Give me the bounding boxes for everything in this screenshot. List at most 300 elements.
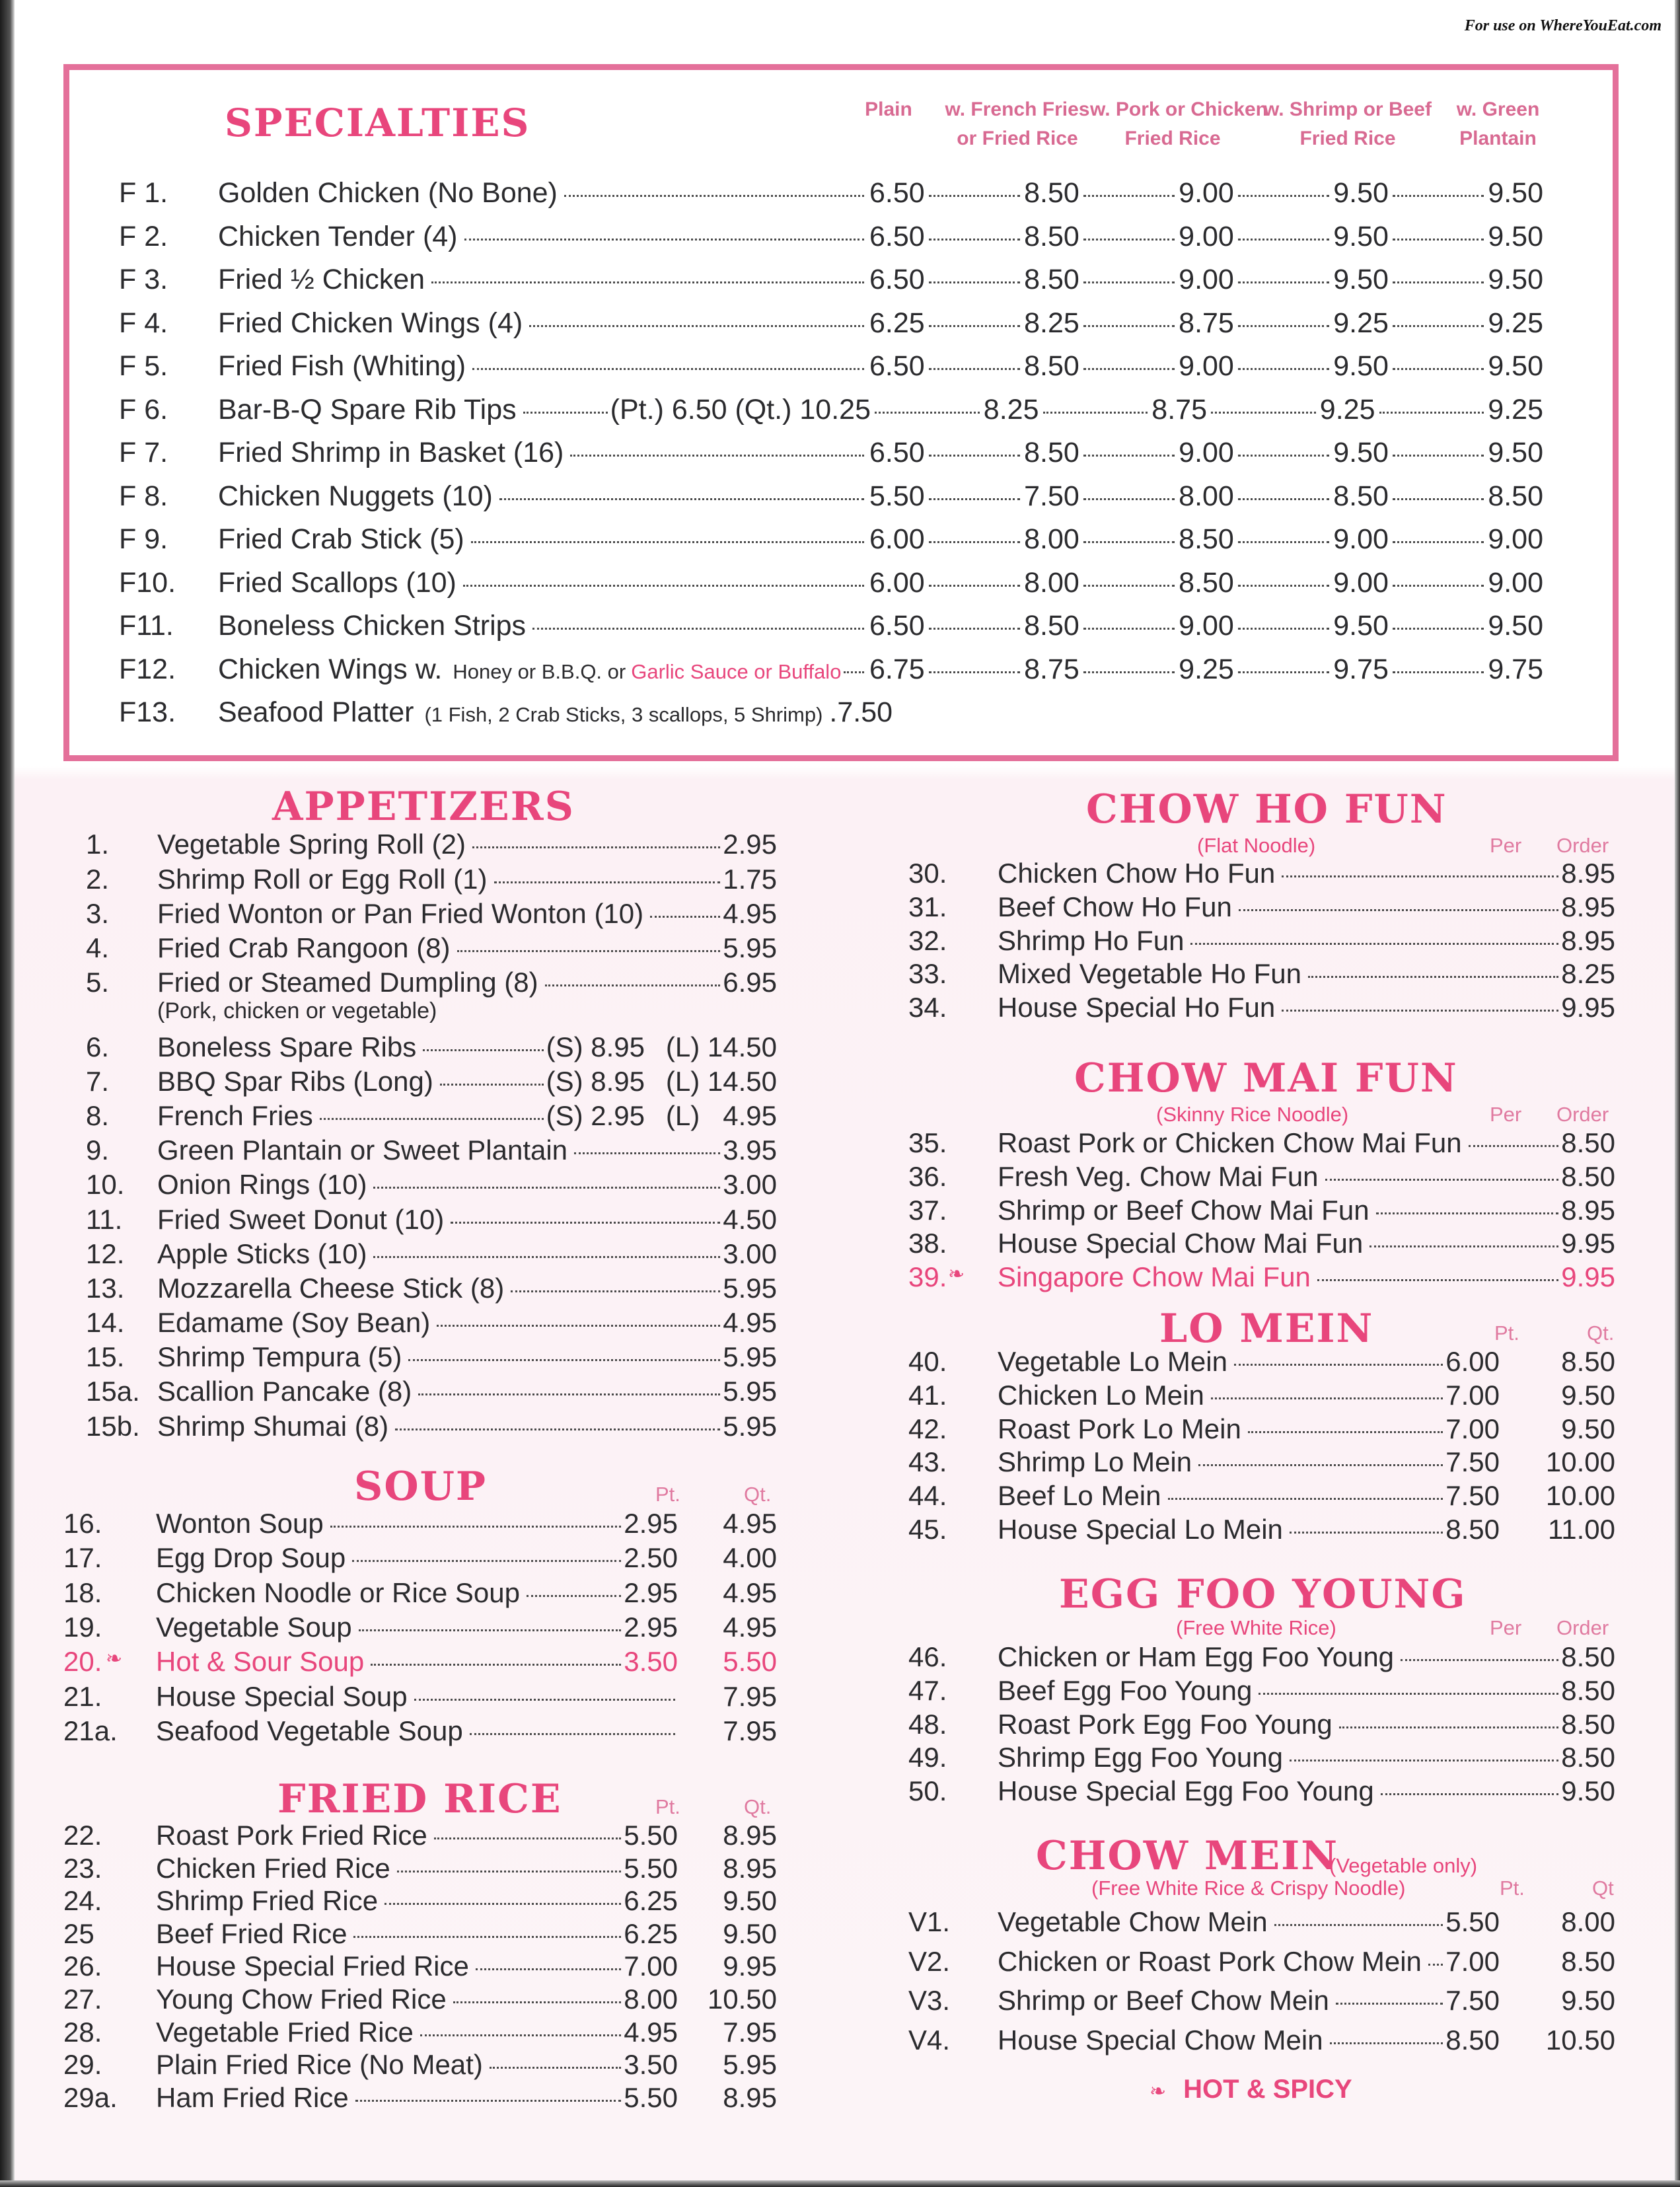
item-name: Young Chow Fried Rice xyxy=(156,1983,447,2015)
dot-leader xyxy=(1238,628,1329,630)
chow-mein-subtitle: (Free White Rice & Crispy Noodle) xyxy=(1091,1876,1406,1900)
dot-leader xyxy=(420,2034,621,2036)
item-number: 15b. xyxy=(86,1411,140,1442)
dot-leader xyxy=(1393,585,1484,587)
item-name: Beef Egg Foo Young xyxy=(998,1675,1253,1706)
item-number: 36. xyxy=(908,1161,947,1192)
menu-item-row xyxy=(908,1228,1615,1261)
item-number: 5. xyxy=(86,967,110,998)
price-plain: 6.25 xyxy=(869,307,925,339)
item-name: Shrimp or Beef Chow Mein xyxy=(998,1985,1329,2016)
item-price: 1.75 xyxy=(723,864,777,895)
price-shrimp-beef-rice: 9.00 xyxy=(1333,567,1389,599)
price-fries-rice: 8.50 xyxy=(1024,610,1079,642)
menu-item-row xyxy=(63,1411,777,1445)
price-plain: 6.50 xyxy=(869,177,925,209)
dot-leader xyxy=(1238,455,1329,457)
dot-leader xyxy=(929,628,1020,630)
price-shrimp-beef-rice: 9.50 xyxy=(1333,264,1389,295)
item-price-small: 7.00 xyxy=(1445,1413,1500,1444)
specialty-row xyxy=(119,221,867,262)
menu-item-row xyxy=(63,1612,777,1646)
item-name: Beef Chow Ho Fun xyxy=(998,891,1232,922)
item-price: 8.95 xyxy=(1561,925,1615,956)
item-price-large: (L) 14.50 xyxy=(665,1066,777,1097)
item-number: 22. xyxy=(63,1820,102,1851)
menu-item-row xyxy=(63,1134,777,1169)
menu-item-row xyxy=(63,1983,777,2018)
dot-leader xyxy=(545,984,721,986)
dot-leader xyxy=(1238,368,1329,370)
scan-edge-left xyxy=(0,0,15,2187)
item-number: 49. xyxy=(908,1742,947,1773)
item-name: Ham Fried Rice xyxy=(156,2082,349,2113)
price-pork-chicken-rice: 8.50 xyxy=(1179,567,1234,599)
menu-item-row xyxy=(908,1380,1615,1413)
chow-mai-fun-title: CHOW MAI FUN xyxy=(1074,1055,1458,1101)
item-number: 15a. xyxy=(86,1376,140,1407)
dot-leader xyxy=(1083,195,1175,197)
item-name: Wonton Soup xyxy=(156,1508,324,1539)
item-price-large: 7.95 xyxy=(723,1681,777,1712)
item-number: 39. xyxy=(908,1261,947,1292)
item-number: 16. xyxy=(63,1508,102,1539)
item-name: Fried Shrimp in Basket (16) xyxy=(218,437,564,468)
item-name: Onion Rings (10) xyxy=(157,1169,367,1200)
price-row xyxy=(869,653,1543,686)
chow-ho-fun-subtitle: (Flat Noodle) xyxy=(1197,834,1316,857)
menu-item-row xyxy=(63,1100,777,1134)
dot-leader xyxy=(437,1325,720,1327)
dot-leader xyxy=(1393,239,1484,241)
item-name: Egg Drop Soup xyxy=(156,1542,346,1573)
dot-leader xyxy=(1379,412,1484,414)
hot-spicy-legend xyxy=(1148,2075,1352,2104)
dot-leader xyxy=(1083,628,1175,630)
column-header-line1: w. Green xyxy=(1456,98,1540,120)
menu-item-row xyxy=(908,1261,1615,1295)
dot-leader xyxy=(564,195,864,197)
item-name: Chicken or Ham Egg Foo Young xyxy=(998,1641,1395,1672)
item-price-large: (L) 4.95 xyxy=(665,1100,777,1131)
item-price-large: 9.50 xyxy=(1561,1380,1615,1411)
price-green-plantain: 9.00 xyxy=(1488,523,1544,555)
dot-leader xyxy=(1190,943,1558,945)
item-number: 32. xyxy=(908,925,947,956)
column-label-2: Qt. xyxy=(744,1795,772,1818)
item-number: 21a. xyxy=(63,1715,118,1746)
egg-foo-young-title: EGG FOO YOUNG xyxy=(1059,1571,1467,1617)
dot-leader xyxy=(1211,412,1316,414)
item-price-small: 5.50 xyxy=(624,1853,678,1884)
item-price: 3.95 xyxy=(723,1134,777,1166)
price-fries-rice: 8.50 xyxy=(1024,350,1079,382)
menu-item-row xyxy=(908,1413,1615,1447)
item-price-large: 4.95 xyxy=(723,1577,777,1608)
item-name: Shrimp Egg Foo Young xyxy=(998,1742,1283,1773)
item-number: 7. xyxy=(86,1066,110,1097)
item-name: Boneless Spare Ribs xyxy=(157,1031,417,1062)
item-number: F 6. xyxy=(119,394,168,426)
item-price-small: 7.50 xyxy=(1445,1480,1500,1511)
item-name: Chicken Tender (4) xyxy=(218,221,458,252)
item-number: F13. xyxy=(119,696,176,728)
item-price-large: 7.95 xyxy=(723,1715,777,1746)
dot-leader xyxy=(1238,498,1329,500)
item-price-large: 9.50 xyxy=(1561,1985,1615,2016)
item-number: 14. xyxy=(86,1307,125,1338)
column-header-line2: Plantain xyxy=(1459,128,1537,149)
item-price-small: 5.50 xyxy=(1445,1906,1500,1937)
item-price-small: 2.95 xyxy=(624,1508,678,1539)
menu-item-row xyxy=(908,992,1615,1025)
column-label-1: Per xyxy=(1490,834,1522,857)
price-shrimp-beef-rice: 9.00 xyxy=(1333,523,1389,555)
specialty-row xyxy=(119,610,867,651)
item-number: 12. xyxy=(86,1238,125,1269)
dot-leader xyxy=(929,368,1020,370)
item-name: House Special Ho Fun xyxy=(998,992,1276,1023)
column-header xyxy=(1259,95,1437,153)
item-name: Shrimp Tempura (5) xyxy=(157,1341,402,1372)
item-price-large: 10.00 xyxy=(1545,1446,1615,1477)
item-price-large: 8.95 xyxy=(723,2082,777,2113)
item-price: (S) 2.95 xyxy=(546,1100,645,1131)
chow-mein-title-note: (Vegetable only) xyxy=(1329,1854,1478,1877)
dot-leader xyxy=(499,498,864,500)
item-number: 37. xyxy=(908,1195,947,1226)
menu-item-row xyxy=(908,2024,1615,2058)
item-number: 46. xyxy=(908,1641,947,1672)
dot-leader xyxy=(574,1152,720,1154)
item-number: 17. xyxy=(63,1542,102,1573)
item-price-small: 8.50 xyxy=(1445,1514,1500,1545)
price-plain: 5.50 xyxy=(869,480,925,512)
dot-leader xyxy=(650,916,720,918)
item-price-small: 3.50 xyxy=(624,2049,678,2080)
dot-leader xyxy=(472,846,720,848)
menu-item-row xyxy=(63,1820,777,1854)
item-price: 6.95 xyxy=(723,967,777,998)
dot-leader xyxy=(527,1595,621,1597)
menu-item-row xyxy=(908,958,1615,992)
item-number: 47. xyxy=(908,1675,947,1706)
item-detail: Honey or B.B.Q. or xyxy=(453,660,626,683)
menu-item-row xyxy=(63,829,777,863)
item-number: 8. xyxy=(86,1100,110,1131)
dot-leader xyxy=(511,1290,720,1292)
item-price: 5.95 xyxy=(723,1411,777,1442)
dot-leader xyxy=(570,455,864,457)
item-number: 38. xyxy=(908,1228,947,1259)
price-fries-rice: 8.50 xyxy=(1024,264,1079,295)
column-header-line1: w. Pork or Chicken xyxy=(1090,98,1268,120)
price-fries-rice: 8.00 xyxy=(1024,567,1079,599)
column-header-line1: w. French Fries xyxy=(945,98,1090,120)
menu-item-row xyxy=(908,1195,1615,1228)
item-number: F 1. xyxy=(119,177,168,209)
dot-leader xyxy=(1198,1464,1443,1466)
item-name: Vegetable Chow Mein xyxy=(998,1906,1268,1937)
column-header-line1: Plain xyxy=(865,98,912,120)
dot-leader xyxy=(1336,2003,1443,2005)
item-name: Shrimp Lo Mein xyxy=(998,1446,1192,1477)
menu-item-row xyxy=(63,1204,777,1238)
item-price-small: 6.00 xyxy=(1445,1346,1500,1377)
item-number: V1. xyxy=(908,1906,951,1937)
item-name: Fried Wonton or Pan Fried Wonton (10) xyxy=(157,898,644,929)
menu-item-row xyxy=(908,925,1615,959)
menu-item-row xyxy=(63,2049,777,2083)
item-number: 28. xyxy=(63,2017,102,2048)
price-shrimp-beef-rice: 9.25 xyxy=(1319,394,1375,426)
item-name: Chicken Chow Ho Fun xyxy=(998,858,1276,889)
dot-leader xyxy=(1393,455,1484,457)
item-name: Fried Sweet Donut (10) xyxy=(157,1204,445,1235)
item-number: V4. xyxy=(908,2024,951,2056)
specialty-row xyxy=(119,480,867,521)
price-row xyxy=(871,394,1543,426)
item-number: 34. xyxy=(908,992,947,1023)
column-header-line2: or Fried Rice xyxy=(957,128,1078,149)
dot-leader xyxy=(1393,325,1484,327)
item-price-large: 10.50 xyxy=(1545,2024,1615,2056)
item-detail: (1 Fish, 2 Crab Sticks, 3 scallops, 5 Shrimp) xyxy=(424,703,823,726)
price-plain: 6.00 xyxy=(869,523,925,555)
menu-item-row xyxy=(63,1238,777,1273)
dot-leader xyxy=(1290,1532,1443,1534)
soup-title: SOUP xyxy=(354,1464,488,1510)
fried-rice-title: FRIED RICE xyxy=(277,1776,562,1822)
item-price: 8.50 xyxy=(1561,1161,1615,1192)
item-name: House Special Lo Mein xyxy=(998,1514,1283,1545)
item-number: 23. xyxy=(63,1853,102,1884)
item-number: 40. xyxy=(908,1346,947,1377)
dot-leader xyxy=(453,2001,622,2003)
item-name: Roast Pork Lo Mein xyxy=(998,1413,1241,1444)
price-pork-chicken-rice: 8.00 xyxy=(1179,480,1234,512)
dot-leader xyxy=(1381,1793,1558,1795)
dot-leader xyxy=(929,541,1020,543)
menu-item-row xyxy=(908,1446,1615,1480)
item-price-large: 9.50 xyxy=(723,1918,777,1949)
dot-leader xyxy=(1469,1145,1559,1147)
item-name: BBQ Spar Ribs (Long) xyxy=(157,1066,433,1097)
price-row xyxy=(869,610,1543,642)
item-price: 3.00 xyxy=(723,1238,777,1269)
column-label-1: Pt. xyxy=(1500,1876,1525,1900)
item-number: 45. xyxy=(908,1514,947,1545)
menu-item-row xyxy=(63,1918,777,1952)
item-name: House Special Soup xyxy=(156,1681,408,1712)
item-price-large: 8.95 xyxy=(723,1853,777,1884)
item-name: Plain Fried Rice (No Meat) xyxy=(156,2049,483,2080)
menu-item-row xyxy=(63,1307,777,1341)
menu-item-row xyxy=(908,891,1615,925)
column-label-2: Order xyxy=(1556,1616,1609,1639)
dot-leader xyxy=(476,1968,621,1970)
menu-item-row xyxy=(63,898,777,932)
item-price: 8.50 xyxy=(1561,1127,1615,1158)
item-name: Fried Crab Stick (5) xyxy=(218,523,464,555)
item-name: Chicken Noodle or Rice Soup xyxy=(156,1577,520,1608)
item-name: Roast Pork Fried Rice xyxy=(156,1820,427,1851)
price-pork-chicken-rice: 9.00 xyxy=(1179,350,1234,382)
dot-leader xyxy=(1393,498,1484,500)
menu-item-row xyxy=(63,1715,777,1750)
dot-leader xyxy=(1234,1364,1443,1366)
column-label-1: Pt. xyxy=(655,1483,680,1506)
price-shrimp-beef-rice: 9.50 xyxy=(1333,437,1389,468)
item-price-large: 4.95 xyxy=(723,1612,777,1643)
item-pint-quart-price: (Pt.) 6.50 (Qt.) 10.25 xyxy=(610,394,871,426)
price-fries-rice: 8.75 xyxy=(1024,653,1079,685)
item-number: 43. xyxy=(908,1446,947,1477)
dot-leader xyxy=(1238,281,1329,283)
menu-item-row xyxy=(63,1508,777,1542)
item-price: 9.95 xyxy=(1561,992,1615,1023)
dot-leader xyxy=(1393,541,1484,543)
menu-item-row xyxy=(63,1577,777,1612)
item-name: Shrimp or Beef Chow Mai Fun xyxy=(998,1195,1370,1226)
item-price-small: 2.50 xyxy=(624,1542,678,1573)
menu-item-row xyxy=(908,858,1615,891)
dot-leader xyxy=(472,368,864,370)
column-header xyxy=(859,95,918,124)
price-pork-chicken-rice: 8.75 xyxy=(1151,394,1207,426)
item-price-large: 9.50 xyxy=(1561,1413,1615,1444)
price-row xyxy=(869,567,1543,599)
item-number: F 7. xyxy=(119,437,168,468)
price-plain: 6.50 xyxy=(869,350,925,382)
price-row xyxy=(869,437,1543,469)
dot-leader xyxy=(1083,325,1175,327)
menu-item-row xyxy=(908,1985,1615,2019)
item-number: 25 xyxy=(63,1918,94,1949)
specialty-row xyxy=(119,567,867,608)
item-price: 8.95 xyxy=(1561,1195,1615,1226)
item-name: Vegetable Lo Mein xyxy=(998,1346,1227,1377)
menu-item-row xyxy=(908,1514,1615,1547)
dot-leader xyxy=(471,541,864,543)
dot-leader xyxy=(1370,1245,1558,1247)
price-green-plantain: 9.50 xyxy=(1488,437,1544,468)
item-name: Chicken Nuggets (10) xyxy=(218,480,493,512)
dot-leader xyxy=(352,1560,621,1562)
price-pork-chicken-rice: 9.00 xyxy=(1179,610,1234,642)
price-plain: 6.75 xyxy=(869,653,925,685)
dot-leader xyxy=(434,1837,621,1839)
dot-leader xyxy=(1238,541,1329,543)
dot-leader xyxy=(494,881,721,883)
price-shrimp-beef-rice: 9.25 xyxy=(1333,307,1389,339)
item-name: Chicken Wings w. xyxy=(218,653,443,685)
chili-pepper-icon: ❧ xyxy=(1150,2081,1167,2102)
item-name: Mozzarella Cheese Stick (8) xyxy=(157,1273,505,1304)
item-price-large: 5.50 xyxy=(723,1646,777,1677)
item-number: 21. xyxy=(63,1681,102,1712)
item-name: Boneless Chicken Strips xyxy=(218,610,527,642)
price-fries-rice: 8.00 xyxy=(1024,523,1079,555)
menu-item-row xyxy=(908,1709,1615,1742)
price-shrimp-beef-rice: 9.50 xyxy=(1333,610,1389,642)
dot-leader xyxy=(408,1359,720,1361)
item-name: Shrimp Ho Fun xyxy=(998,925,1185,956)
dot-leader xyxy=(532,628,864,630)
menu-item-row xyxy=(63,2082,777,2116)
item-number: V3. xyxy=(908,1985,951,2016)
chow-mai-fun-subtitle: (Skinny Rice Noodle) xyxy=(1156,1103,1349,1126)
dot-leader xyxy=(1248,1431,1443,1433)
column-header-line2: Fried Rice xyxy=(1299,128,1396,149)
price-pork-chicken-rice: 9.00 xyxy=(1179,221,1234,252)
item-price-small: 7.50 xyxy=(1445,1446,1500,1477)
dot-leader xyxy=(1317,1279,1558,1281)
dot-leader xyxy=(1274,1924,1443,1926)
dot-leader xyxy=(1290,1760,1558,1761)
item-price: 9.50 xyxy=(1561,1775,1615,1806)
price-green-plantain: 9.00 xyxy=(1488,567,1544,599)
price-pork-chicken-rice: 8.50 xyxy=(1179,523,1234,555)
item-price: 8.50 xyxy=(1561,1709,1615,1740)
item-number: 1. xyxy=(86,829,110,860)
item-name: Green Plantain or Sweet Plantain xyxy=(157,1134,568,1166)
item-price-large: 10.50 xyxy=(707,1983,777,2015)
price-row xyxy=(869,307,1543,340)
item-price-large: 4.00 xyxy=(723,1542,777,1573)
item-number: F11. xyxy=(119,610,174,642)
dot-leader xyxy=(1339,1726,1559,1728)
chili-pepper-icon: ❧ xyxy=(106,1648,123,1670)
item-name: Fried Chicken Wings (4) xyxy=(218,307,523,339)
item-number: 29a. xyxy=(63,2082,118,2113)
price-green-plantain: 8.50 xyxy=(1488,480,1544,512)
item-number: F 3. xyxy=(119,264,168,295)
menu-item-row xyxy=(63,1646,777,1680)
item-price: 8.95 xyxy=(1561,858,1615,889)
item-price: 4.95 xyxy=(723,1307,777,1338)
item-name: Mixed Vegetable Ho Fun xyxy=(998,958,1301,989)
specialty-row xyxy=(119,523,867,564)
lo-mein-title: LO MEIN xyxy=(1159,1306,1374,1352)
item-name: Scallion Pancake (8) xyxy=(157,1376,412,1407)
item-price-small: 7.00 xyxy=(1445,1380,1500,1411)
item-price-small: 5.50 xyxy=(624,2082,678,2113)
item-name: Fried Fish (Whiting) xyxy=(218,350,466,382)
dot-leader xyxy=(1401,1659,1558,1661)
price-shrimp-beef-rice: 9.50 xyxy=(1333,350,1389,382)
dot-leader xyxy=(320,1118,544,1120)
dot-leader xyxy=(1325,1179,1559,1181)
dot-leader xyxy=(464,239,865,241)
dot-leader xyxy=(1083,455,1175,457)
dot-leader xyxy=(440,1084,544,1086)
dot-leader xyxy=(929,585,1020,587)
item-name: Seafood Platter xyxy=(218,696,414,728)
item-number: 31. xyxy=(908,891,947,922)
item-price-small: 8.00 xyxy=(624,1983,678,2015)
chow-ho-fun-title: CHOW HO FUN xyxy=(1086,786,1447,833)
item-number: 27. xyxy=(63,1983,102,2015)
menu-item-row xyxy=(908,1742,1615,1775)
item-number: 10. xyxy=(86,1169,125,1200)
menu-item-row xyxy=(908,1906,1615,1940)
item-price-small: 3.50 xyxy=(624,1646,678,1677)
dot-leader xyxy=(353,1936,621,1938)
column-header-line1: w. Shrimp or Beef xyxy=(1264,98,1432,120)
item-number: 24. xyxy=(63,1885,102,1916)
item-price: 8.50 xyxy=(1561,1641,1615,1672)
